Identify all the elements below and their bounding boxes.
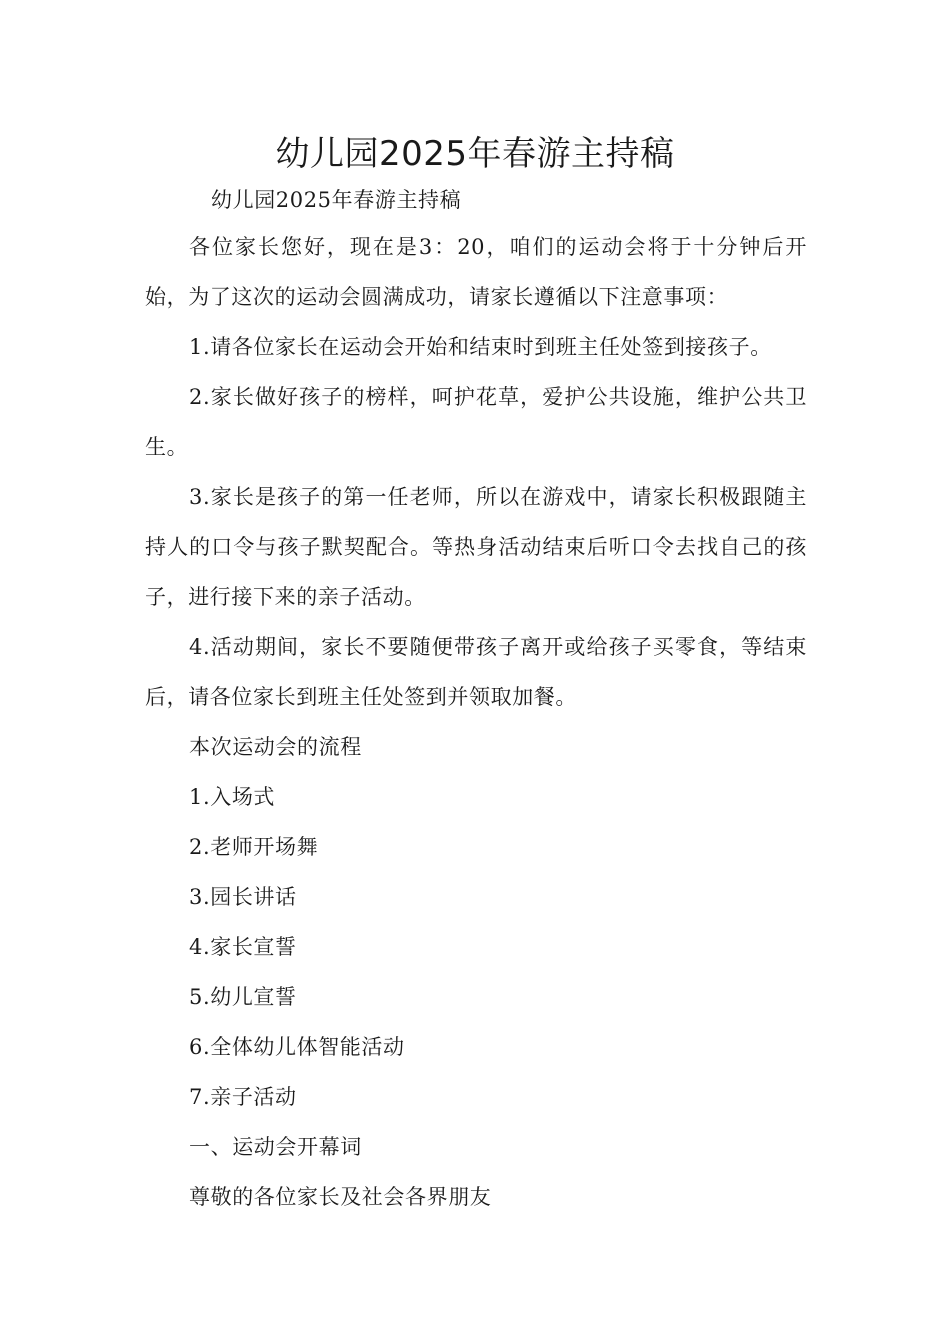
process-item-6: 6.全体幼儿体智能活动 <box>189 1035 405 1059</box>
process-item-7: 7.亲子活动 <box>189 1085 297 1109</box>
process-item-5: 5.幼儿宣誓 <box>189 985 297 1009</box>
document-title: 幼儿园2025年春游主持稿 <box>275 134 675 174</box>
process-item-1: 1.入场式 <box>189 785 276 809</box>
process-item-2: 2.老师开场舞 <box>189 835 319 859</box>
paragraph-salutation: 尊敬的各位家长及社会各界朋友 <box>189 1185 492 1209</box>
section-heading-opening-speech: 一、运动会开幕词 <box>189 1135 362 1159</box>
process-item-4: 4.家长宣誓 <box>189 935 297 959</box>
process-heading: 本次运动会的流程 <box>189 735 362 759</box>
paragraph-notice-4: 4.活动期间，家长不要随便带孩子离开或给孩子买零食，等结束后，请各位家长到班主任处签到并领取加餐。 <box>145 635 807 709</box>
paragraph-notice-2: 2.家长做好孩子的榜样，呵护花草，爱护公共设施，维护公共卫生。 <box>145 385 807 459</box>
document-subtitle: 幼儿园2025年春游主持稿 <box>211 188 462 212</box>
paragraph-intro: 各位家长您好，现在是3：20，咱们的运动会将于十分钟后开始，为了这次的运动会圆满成功，请家长遵循以下注意事项： <box>145 235 807 309</box>
paragraph-notice-3: 3.家长是孩子的第一任老师，所以在游戏中，请家长积极跟随主持人的口令与孩子默契配合。等热身活动结束后听口令去找自己的孩子，进行接下来的亲子活动。 <box>145 485 807 609</box>
document-body <box>145 181 807 1222</box>
process-item-3: 3.园长讲话 <box>189 885 297 909</box>
paragraph-notice-1: 1.请各位家长在运动会开始和结束时到班主任处签到接孩子。 <box>189 335 772 359</box>
